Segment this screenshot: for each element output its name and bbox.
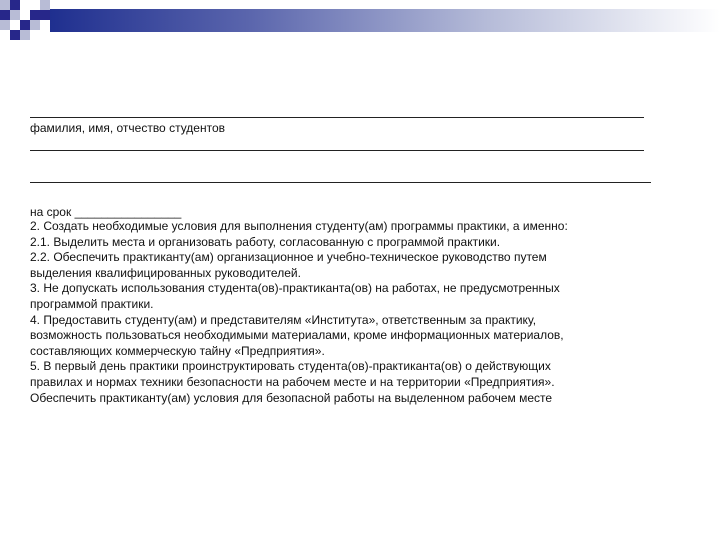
conditions-body — [30, 219, 670, 406]
decor-square — [40, 0, 50, 10]
decor-square — [30, 10, 40, 20]
blank-line — [30, 150, 644, 151]
paragraph-line: выделения квалифицированных руководителей. — [30, 265, 301, 280]
paragraph-line: 2.2. Обеспечить практиканту(ам) организационное и учебно-техническое руководство путем — [30, 250, 547, 265]
header-gradient-bar — [50, 9, 720, 32]
decor-square — [0, 0, 10, 10]
term-label: на срок ________________ — [30, 205, 182, 219]
paragraph-line: возможность пользоваться необходимыми материалами, кроме информационных материалов, — [30, 328, 564, 343]
paragraph-line: 5. В первый день практики проинструктировать студента(ов)-практиканта(ов) о действующих — [30, 359, 551, 374]
decor-square — [20, 30, 30, 40]
decor-square — [40, 10, 50, 20]
paragraph-line: 3. Не допускать использования студента(ов)-практиканта(ов) на работах, не предусмотренных — [30, 281, 560, 296]
blank-line — [30, 182, 651, 183]
paragraph-line: программой практики. — [30, 296, 154, 311]
decor-square — [30, 20, 40, 30]
name-blank-line — [30, 117, 644, 118]
paragraph-line: 2. Создать необходимые условия для выполнения студенту(ам) программы практики, а именно: — [30, 219, 568, 233]
decor-square — [0, 10, 10, 20]
decor-square — [10, 10, 20, 20]
decor-square — [10, 0, 20, 10]
decor-square — [0, 20, 10, 30]
paragraph-line: Обеспечить практиканту(ам) условия для безопасной работы на выделенном рабочем месте — [30, 390, 553, 405]
students-caption: фамилия, имя, отчество студентов — [30, 121, 226, 135]
decor-square — [10, 30, 20, 40]
paragraph-line: правилах и нормах техники безопасности на рабочем месте и на территории «Предприятия». — [30, 374, 555, 389]
paragraph-line: 2.1. Выделить места и организовать работу, согласованную с программой практики. — [30, 234, 501, 249]
decor-square — [20, 20, 30, 30]
paragraph-line: составляющих коммерческую тайну «Предприятия». — [30, 343, 325, 358]
paragraph-line: 4. Предоставить студенту(ам) и представителям «Института», ответственным за практику, — [30, 312, 537, 327]
